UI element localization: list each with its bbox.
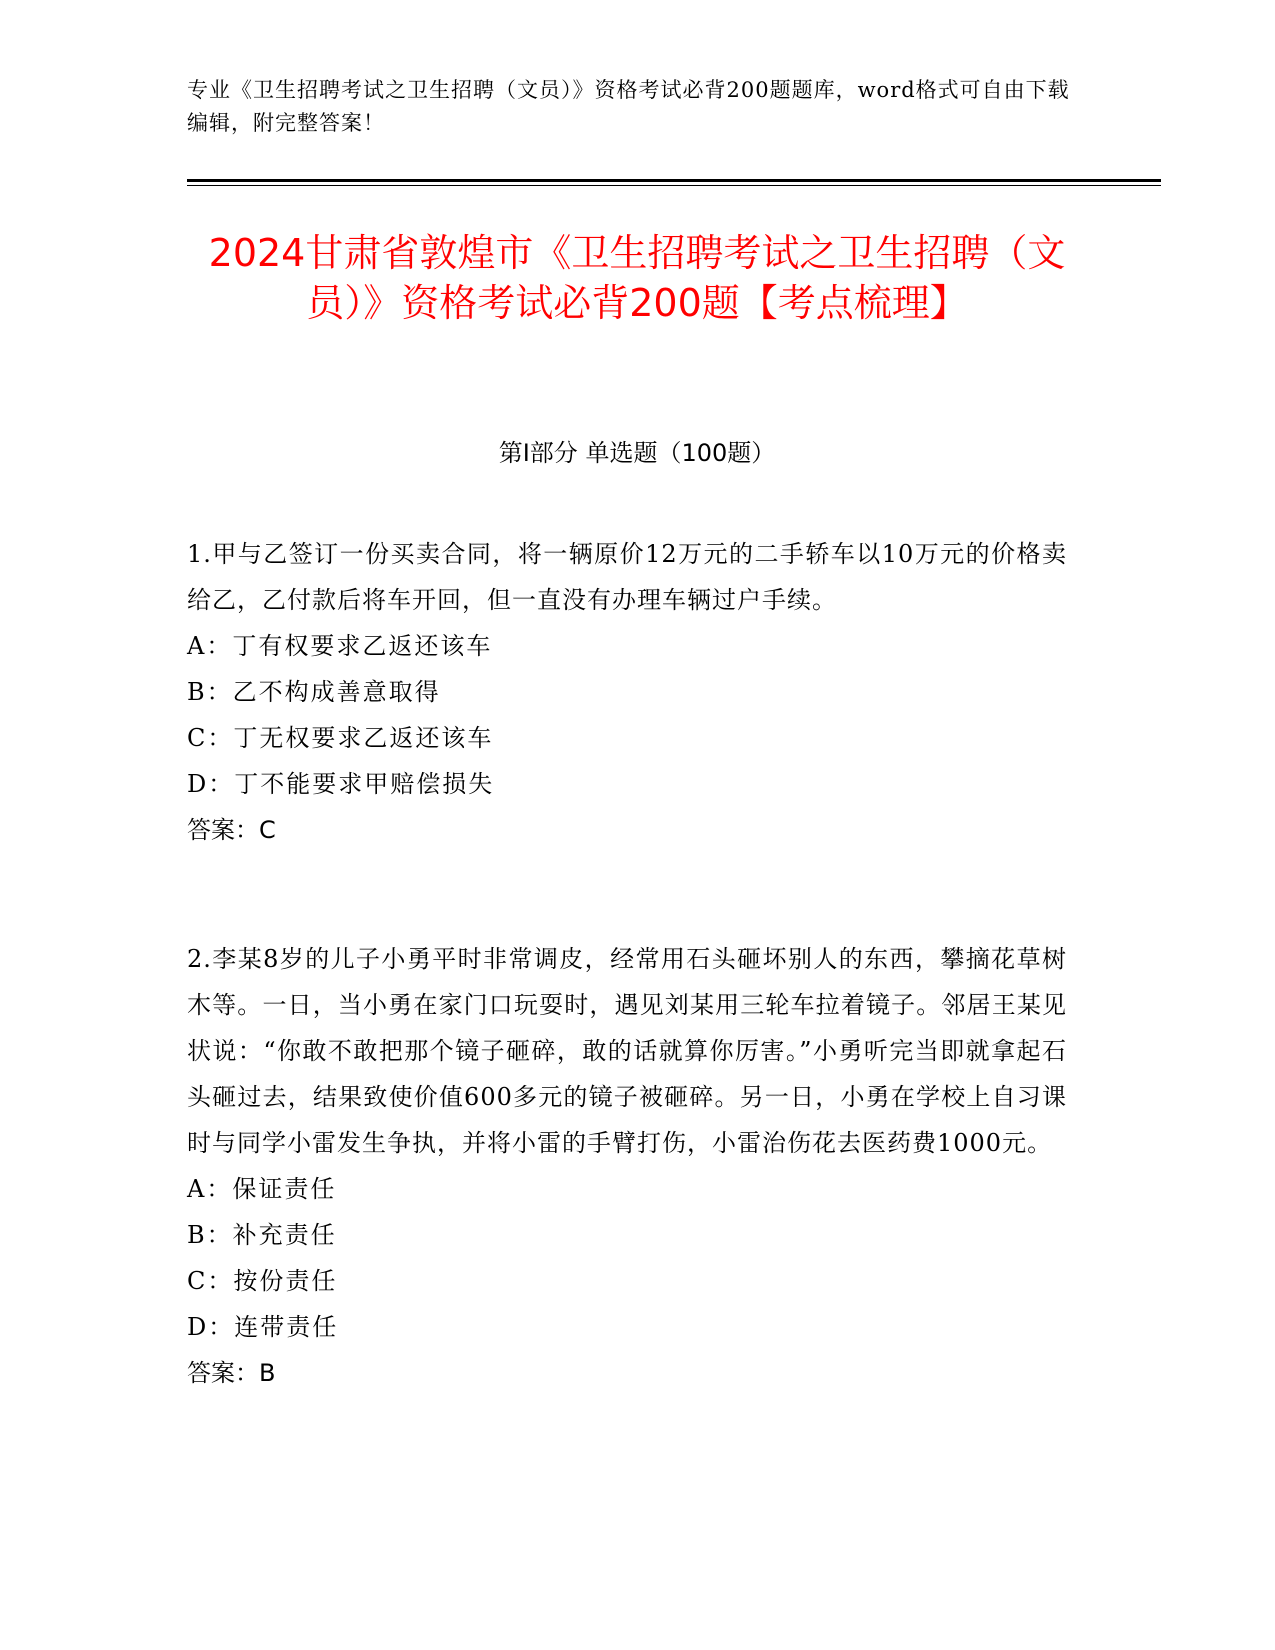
question-1 [187,531,1067,853]
header-rule-thick [187,179,1161,182]
option-b: B：补充责任 [187,1221,337,1249]
option-d: D：连带责任 [187,1313,339,1341]
document-title: 2024甘肃省敦煌市《卫生招聘考试之卫生招聘（文员）》资格考试必背200题【考点梳理】 [208,231,1066,325]
answer: 答案：C [187,816,276,844]
section-heading: 第I部分 单选题（100题） [498,439,776,467]
question-2 [187,936,1067,1396]
option-c: C：按份责任 [187,1267,338,1295]
option-d: D：丁不能要求甲赔偿损失 [187,770,495,798]
answer: 答案：B [187,1359,276,1387]
question-stem: 2.李某8岁的儿子小勇平时非常调皮，经常用石头砸坏别人的东西，攀摘花草树木等。一日，当小勇在家门口玩耍时，遇见刘某用三轮车拉着镜子。邻居王某见状说：“你敢不敢把那个镜子砸碎，敢的话就算你厉害。”小勇听完当即就拿起石头砸过去，结果致使价值600多元的镜子被砸碎。另一日，小勇在学校上自习课时与同学小雷发生争执，并将小雷的手臂打伤，小雷治伤花去医药费1000元。 [187,945,1067,1157]
option-a: A：丁有权要求乙返还该车 [187,632,493,660]
option-b: B：乙不构成善意取得 [187,678,441,706]
header-note: 专业《卫生招聘考试之卫生招聘（文员）》资格考试必背200题题库，word格式可自由下载编辑，附完整答案！ [187,78,1070,135]
option-c: C：丁无权要求乙返还该车 [187,724,494,752]
option-a: A：保证责任 [187,1175,337,1203]
header-rule-thin [187,185,1161,186]
question-stem: 1.甲与乙签订一份买卖合同，将一辆原价12万元的二手轿车以10万元的价格卖给乙，乙付款后将车开回，但一直没有办理车辆过户手续。 [187,540,1067,614]
